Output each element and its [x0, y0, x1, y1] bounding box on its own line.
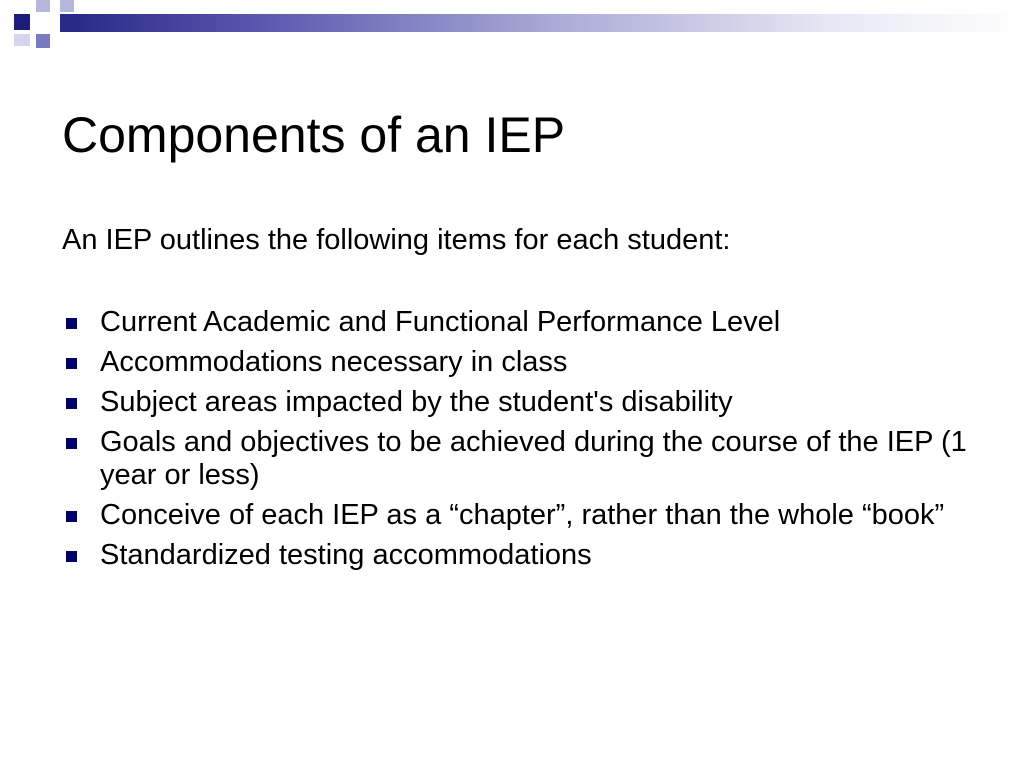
intro-text: An IEP outlines the following items for each student:: [62, 224, 731, 256]
header-square-decoration: [14, 14, 30, 30]
header-square-decoration: [60, 14, 76, 32]
bullet-text: Standardized testing accommodations: [100, 539, 592, 571]
bullet-item: [62, 426, 982, 492]
header-square-decoration: [14, 34, 30, 46]
bullet-text: Accommodations necessary in class: [100, 346, 568, 378]
bullet-text: Subject areas impacted by the student's disability: [100, 386, 733, 418]
bullet-item: [62, 499, 982, 532]
header-square-decoration: [60, 0, 74, 12]
square-bullet-icon: [66, 511, 77, 522]
slide-title: Components of an IEP: [62, 107, 566, 163]
bullet-text: Goals and objectives to be achieved during the course of the IEP (1 year or less): [100, 426, 967, 491]
square-bullet-icon: [66, 398, 77, 409]
header-square-decoration: [36, 34, 50, 48]
square-bullet-icon: [66, 318, 77, 329]
square-bullet-icon: [66, 358, 77, 369]
bullet-item: [62, 539, 982, 572]
header-square-decoration: [36, 0, 50, 12]
bullet-list: [62, 306, 982, 579]
bullet-text: Conceive of each IEP as a “chapter”, rather than the whole “book”: [100, 499, 945, 531]
bullet-text: Current Academic and Functional Performance Level: [100, 306, 781, 338]
bullet-item: [62, 306, 982, 339]
square-bullet-icon: [66, 438, 77, 449]
bullet-item: [62, 386, 982, 419]
bullet-item: [62, 346, 982, 379]
header-gradient-bar: [76, 14, 1024, 32]
square-bullet-icon: [66, 551, 77, 562]
